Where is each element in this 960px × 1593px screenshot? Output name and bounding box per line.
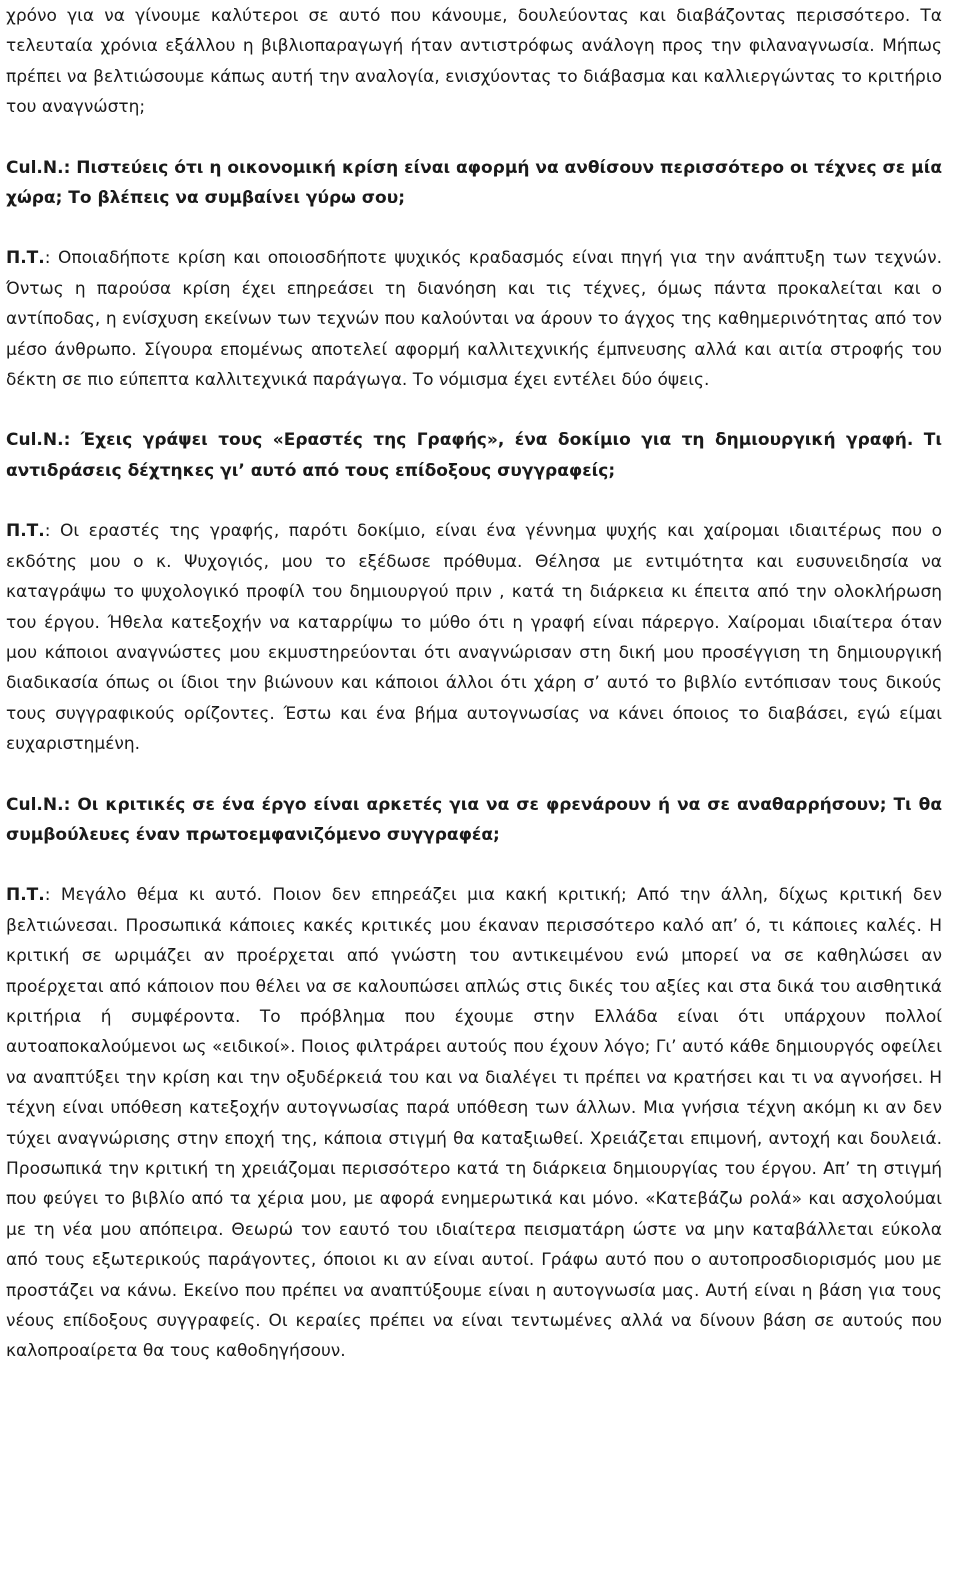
spacer bbox=[6, 760, 942, 790]
answer-text: : Οι εραστές της γραφής, παρότι δοκίμιο, είναι ένα γέννημα ψυχής και χαίρομαι ιδιαιτέρως που ο εκδότης μου ο κ. Ψυχογιός, μου το εξέδωσε πρόθυμα. Θέλησα με εντιμότητα και ευσυνειδησία να καταγράψω το ψυχολογικό προφίλ του δημιουργού πριν , κατά τη διάρκεια κι έπειτα από την ολοκλήρωση του έργου. Ήθελα κατεξοχήν να καταρρίψω το μύθο ότι η γραφή είναι πάρεργο. Χαίρομαι ιδιαίτερα όταν μου κάποιοι αναγνώστες μου εκμυστηρεύονται ότι αναγνώρισαν στη δική μου προσέγγιση τη δημιουργική διαδικασία όπως οι ίδιοι την βιώνουν και κάποιοι άλλοι ότι χάρη σ’ αυτό το βιβλίο εντόπισαν τους δικούς τους συγγραφικούς ορίζοντες. Έστω και ένα βήμα αυτογνωσίας να κάνει όποιος το διαβάσει, εγώ είμαι ευχαριστημένη. bbox=[6, 521, 942, 755]
spacer bbox=[6, 395, 942, 425]
document-page bbox=[6, 0, 942, 1367]
interviewee-label: Π.Τ. bbox=[6, 885, 45, 906]
spacer bbox=[6, 123, 942, 153]
interviewer-label: Cul.N. bbox=[6, 430, 64, 451]
intro-paragraph: χρόνο για να γίνουμε καλύτεροι σε αυτό που κάνουμε, δουλεύοντας και διαβάζοντας περισσότερο. Τα τελευταία χρόνια εξάλλου η βιβλιοπαραγωγή ήταν αντιστρόφως ανάλογη προς την φιλαναγνωσία. Μήπως πρέπει να βελτιώσουμε κάπως αυτή την αναλογία, ενισχύοντας το διάβασμα και καλλιεργώντας το κριτήριο του αναγνώστη; bbox=[6, 6, 942, 118]
interview-question bbox=[6, 790, 942, 851]
question-text: : Πιστεύεις ότι η οικονομική κρίση είναι αφορμή να ανθίσουν περισσότερο οι τέχνες σε μία χώρα; Το βλέπεις να συμβαίνει γύρω σου; bbox=[6, 157, 942, 209]
interviewer-label: Cul.N. bbox=[6, 794, 64, 815]
answer-text: : Οποιαδήποτε κρίση και οποιοσδήποτε ψυχικός κραδασμός είναι πηγή για την ανάπτυξη των τεχνών. Όντως η παρούσα κρίση έχει επηρεάσει τη διανόηση και τις τέχνες, όμως πάντα προκαλείται και ο αντίποδας, η ενίσχυση εκείνων των τεχνών που καλούνται να άρουν το άγχος της καθημερινότητας από τον μέσο άνθρωπο. Σίγουρα επομένως αποτελεί αφορμή καλλιτεχνικής έμπνευσης αλλά και αιτία στροφής του δέκτη σε πιο εύπεπτα καλλιτεχνικά παράγωγα. Το νόμισμα έχει εντέλει δύο όψεις. bbox=[6, 248, 942, 391]
interview-answer bbox=[6, 516, 942, 759]
interviewee-label: Π.Τ. bbox=[6, 248, 45, 269]
question-text: : Οι κριτικές σε ένα έργο είναι αρκετές για να σε φρενάρουν ή να σε αναθαρρήσουν; Τι θα συμβούλευες έναν πρωτοεμφανιζόμενο συγγραφέα; bbox=[6, 794, 942, 845]
spacer bbox=[6, 850, 942, 880]
interview-question bbox=[6, 153, 942, 214]
interviewer-label: Cul.N. bbox=[6, 157, 64, 178]
answer-text: : Μεγάλο θέμα κι αυτό. Ποιον δεν επηρεάζει μια κακή κριτική; Από την άλλη, δίχως κριτική δεν βελτιώνεσαι. Προσωπικά κάποιες κακές κριτικές μου έκαναν περισσότερο καλό απ’ ό, τι κάποιες καλές. Η κριτική σε ωριμάζει αν προέρχεται από γνώστη του αντικειμένου ενώ μπορεί να σε καθηλώσει αν προέρχεται από κάποιον που θέλει να σε καλουπώσει απλώς στις δικές του αξίες και στα δικά του αισθητικά κριτήρια ή συμφέροντα. Το πρόβλημα που έχουμε στην Ελλάδα είναι ότι υπάρχουν πολλοί αυτοαποκαλούμενοι ως «ειδικοί». Ποιος φιλτράρει αυτούς που έχουν λόγο; Γι’ αυτό κάθε δημιουργός οφείλει να αναπτύξει την κρίση και την οξυδέρκειά του και να διαλέγει τι πρέπει να κρατήσει και τι να αγνοήσει. Η τέχνη είναι υπόθεση κατεξοχήν αυτογνωσίας παρά υπόθεση των άλλων. Μια γνήσια τέχνη ακόμη κι αν δεν τύχει αναγνώρισης στην εποχή της, κάποια στιγμή θα καταξιωθεί. Χρειάζεται επιμονή, αντοχή και δουλειά. Προσωπικά την κριτική τη χρειάζομαι περισσότερο κατά τη διάρκεια δημιουργίας του έργου. Απ’ τη στιγμή που φεύγει το βιβλίο από τα χέρια μου, με αφορά ενημερωτικά και μόνο. «Κατεβάζω ρολά» και ασχολούμαι με τη νέα μου απόπειρα. Θεωρώ τον εαυτό του ιδιαίτερα πεισματάρη ώστε να μην καταβάλλεται εύκολα από τους εξωτερικούς παράγοντες, όποιοι κι αν είναι αυτοί. Γράφω αυτό που ο αυτοπροσδιορισμός μου με προστάζει να κάνω. Εκείνο που πρέπει να αναπτύξουμε είναι η αυτογνωσία μας. Αυτή είναι η βάση για τους νέους επίδοξους συγγραφείς. Οι κεραίες πρέπει να είναι τεντωμένες αλλά να δίνουν βάση σε αυτούς που καλοπροαίρετα θα τους καθοδηγήσουν. bbox=[6, 885, 942, 1362]
interview-answer bbox=[6, 243, 942, 395]
interview-question bbox=[6, 425, 942, 486]
spacer bbox=[6, 213, 942, 243]
interview-answer bbox=[6, 880, 942, 1367]
question-text: : Έχεις γράψει τους «Εραστές της Γραφής», ένα δοκίμιο για τη δημιουργική γραφή. Τι αντιδράσεις δέχτηκες γι’ αυτό από τους επίδοξους συγγραφείς; bbox=[6, 430, 942, 481]
interviewee-label: Π.Τ. bbox=[6, 521, 45, 542]
spacer bbox=[6, 486, 942, 516]
